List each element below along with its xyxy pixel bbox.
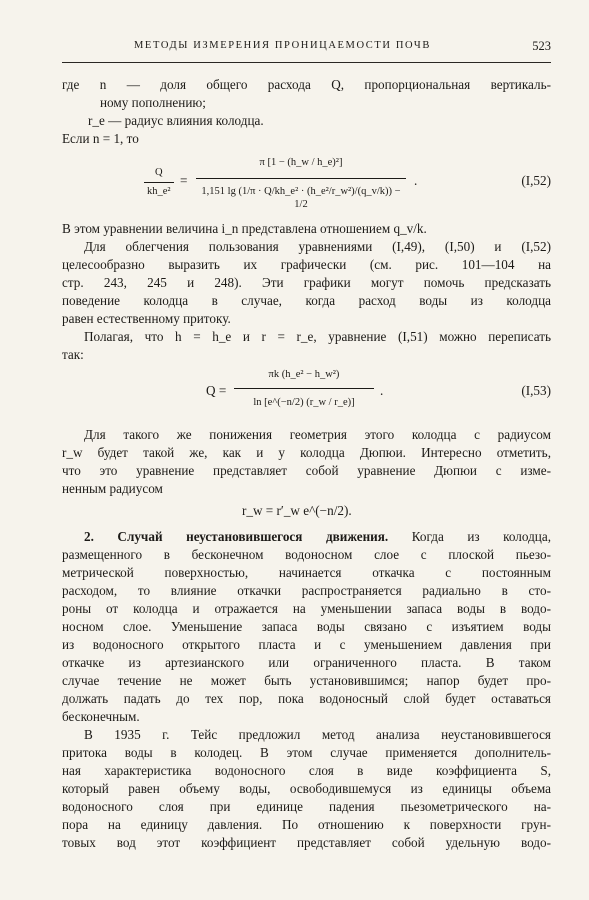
paragraph4-line5: водоносного слоя при единице падения пьезометрического на-: [62, 799, 551, 814]
eq152-rhs-num: π [1 − (h_w / h_e)²]: [196, 154, 406, 179]
paragraph4-line6: пора на единицу давления. По отношению к поверхности грун-: [62, 817, 551, 832]
section2-line1: [62, 528, 551, 546]
section2-line6: носном слое. Уменьшение запаса воды связано с изъятием воды: [62, 619, 551, 634]
paragraph1-line1: В этом уравнении величина i_n представлена отношением q_v/k.: [62, 221, 427, 236]
section2-line3: метрической поверхностью, начинается откачка с постоянным: [62, 565, 551, 580]
paragraph3-line2: r_w будет такой же, как и у колодца Дюпюи. Интересно отметить,: [62, 445, 551, 460]
definition-n-line1: где n — доля общего расхода Q, пропорциональная вертикаль-: [62, 77, 551, 92]
paragraph4-line2: притока воды в колодец. В этом случае применяется дополнитель-: [62, 745, 551, 760]
equation-number-153: (I,53): [521, 383, 551, 398]
equation-152: $\frac{Q}{\text{kh\_e²}}$ = $\frac{\text{π [1 − (h\_w / h\_e)²]}}{\text{1,151 lg (1/π · Q/kh\_e² · (h\_e²/r\_w²)/(q\_v/k)) − 1/2}}$ . (I,52): [62, 150, 551, 216]
running-title: МЕТОДЫ ИЗМЕРЕНИЯ ПРОНИЦАЕМОСТИ ПОЧВ: [134, 40, 431, 51]
equation-number-152: (I,52): [521, 173, 551, 188]
eq152-lhs: [144, 164, 174, 201]
section2-heading: 2. Случай неустановившегося движения.: [84, 529, 389, 544]
section2-line8: откачке из артезианского или ограниченного пласта. В таком: [62, 655, 551, 670]
paragraph2-line1: Полагая, что h = h_e и r = r_e, уравнение (I,51) можно переписать: [84, 329, 551, 344]
section2-line4: расходом, то влияние откачки распространяется радиально в сто-: [62, 583, 551, 598]
paragraph1-line5: поведение колодца в случае, когда расход воды из колодца: [62, 293, 551, 308]
eq152-lhs-den: kh_e²: [147, 186, 171, 197]
section2-line1-text: Когда из колодца,: [411, 529, 551, 544]
section2-line10: должать падать до тех пор, пока водоносный слой будет оставаться: [62, 691, 551, 706]
eq153-rhs: [234, 366, 374, 412]
if-n-equals-one: Если n = 1, то: [62, 131, 139, 146]
section2-line7: из водоносного открытого пласта и с уменьшением давления при: [62, 637, 551, 652]
eq153-rhs-den: ln [e^(−n/2) (r_w / r_e)]: [253, 397, 355, 408]
section2-line2: размещенного в бесконечном водоносном слое с плоской пьезо-: [62, 547, 551, 562]
paragraph4-line4: который равен объему воды, освободившемуся из единицы объема: [62, 781, 551, 796]
paragraph1-line2: Для облегчения пользования уравнениями (I,49), (I,50) и (I,52): [84, 239, 551, 254]
paragraph4-line7: товых вод этот коэффициент представляет собой удельную водо-: [62, 835, 551, 850]
paragraph1-line4: стр. 243, 245 и 248). Эти графики могут помочь предсказать: [62, 275, 551, 290]
eq152-rhs: [196, 154, 406, 211]
eq153-lhs: Q =: [206, 383, 227, 398]
equation-rw: r_w = r′_w e^(−n/2).: [242, 503, 352, 518]
eq152-rhs-den: 1,151 lg (1/π · Q/kh_e² · (h_e²/r_w²)/(q_v/k)) − 1/2: [201, 186, 401, 210]
section2-line11: бесконечным.: [62, 709, 140, 724]
paragraph4-line3: ная характеристика водоносного слоя в виде коэффициента S,: [62, 763, 551, 778]
eq152-lhs-num: Q: [144, 164, 174, 183]
page-number: 523: [532, 39, 551, 53]
equation-153: Q = $\frac{\text{πk (h\_e² − h\_w²)}}{\ln [e\^{}(-n/2) (r\_w / r\_e)]}$ . (I,53): [62, 364, 551, 418]
eq153-rhs-num: πk (h_e² − h_w²): [234, 366, 374, 389]
paragraph3-line3: что это уравнение представляет собой уравнение Дюпюи с изме-: [62, 463, 551, 478]
section2-line5: роны от колодца и отражается на уменьшении запаса воды в водо-: [62, 601, 551, 616]
header-rule: [62, 62, 551, 63]
paragraph3-line4: ненным радиусом: [62, 481, 163, 496]
definition-n-line2: ному пополнению;: [100, 95, 206, 110]
paragraph3-line1: Для такого же понижения геометрия этого колодца с радиусом: [84, 427, 551, 442]
paragraph4-line1: В 1935 г. Тейс предложил метод анализа неустановившегося: [84, 727, 551, 742]
paragraph2-line2: так:: [62, 347, 84, 362]
section2-line9: случае течение не может быть установившимся; напор будет про-: [62, 673, 551, 688]
paragraph1-line6: равен естественному притоку.: [62, 311, 231, 326]
paragraph1-line3: целесообразно выразить их графически (см. рис. 101—104 на: [62, 257, 551, 272]
definition-re: r_e — радиус влияния колодца.: [88, 113, 264, 128]
page-body: [62, 76, 551, 852]
